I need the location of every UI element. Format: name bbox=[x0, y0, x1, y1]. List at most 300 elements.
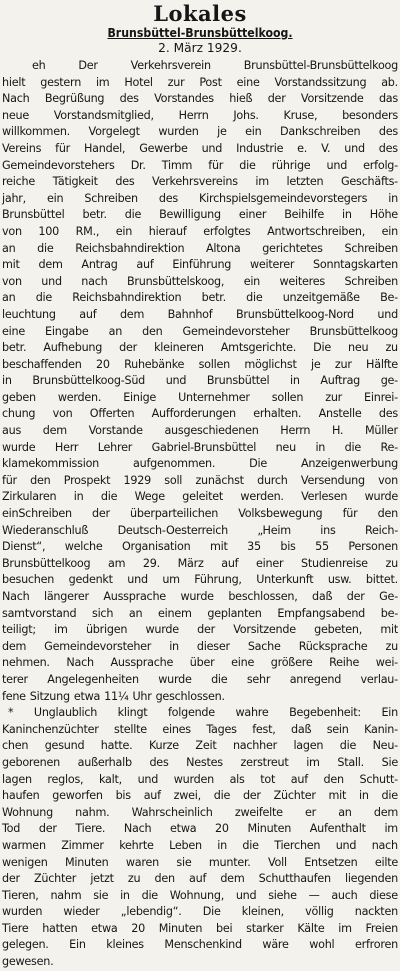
word: auf bbox=[143, 789, 161, 803]
article-line bbox=[2, 705, 398, 722]
word: Deutsch-Oesterreich bbox=[117, 523, 228, 537]
word: und bbox=[377, 307, 398, 321]
word: nahm bbox=[50, 888, 82, 902]
word: 100 bbox=[38, 224, 60, 238]
word: weiteres bbox=[279, 274, 325, 288]
word: Studienreise bbox=[300, 556, 368, 570]
word: wurde bbox=[145, 623, 179, 637]
word: zweifelte bbox=[234, 805, 283, 819]
word: Zimmer bbox=[61, 838, 104, 852]
word: Tierchen bbox=[274, 838, 321, 852]
word: 55 bbox=[315, 540, 329, 554]
word: einer bbox=[256, 556, 284, 570]
word: erfroren bbox=[354, 938, 398, 952]
word: in bbox=[120, 888, 130, 902]
word: das bbox=[378, 92, 398, 106]
word: daß bbox=[290, 722, 312, 736]
word: dem bbox=[38, 258, 63, 272]
word: Versendung bbox=[300, 473, 365, 487]
word: verlau- bbox=[360, 672, 398, 686]
word: völlig bbox=[305, 905, 334, 919]
word: soll bbox=[164, 473, 183, 487]
word: die bbox=[239, 158, 256, 172]
word: eines bbox=[162, 722, 191, 736]
article-line bbox=[2, 772, 398, 789]
word: Angelegenheiten bbox=[47, 672, 139, 686]
word: Handel, bbox=[83, 141, 126, 155]
word: Schreiben bbox=[84, 191, 138, 205]
article-body bbox=[2, 58, 398, 971]
article-line bbox=[2, 904, 398, 921]
article-line bbox=[2, 954, 398, 971]
word: und bbox=[41, 274, 62, 288]
word: e. bbox=[297, 141, 308, 155]
word: für bbox=[55, 141, 71, 155]
word: wenigen bbox=[2, 855, 48, 869]
word: Wiederanschluß bbox=[2, 523, 89, 537]
word: Nach bbox=[2, 92, 30, 106]
word: Begrüßung bbox=[44, 92, 105, 106]
word: chung bbox=[2, 407, 36, 421]
word: und bbox=[165, 374, 187, 388]
article-line bbox=[2, 141, 398, 158]
article-line bbox=[2, 556, 398, 573]
word: Die bbox=[249, 457, 268, 471]
word: diese bbox=[369, 888, 398, 902]
word: beschaffenden bbox=[2, 357, 82, 371]
word: besuchen bbox=[2, 573, 55, 587]
word: Unternehmer bbox=[178, 390, 250, 404]
word: geleitet bbox=[182, 490, 224, 504]
word: gesund bbox=[44, 739, 85, 753]
word: Zeit bbox=[195, 739, 217, 753]
word: Uhr bbox=[132, 689, 152, 703]
word: usw. bbox=[327, 573, 352, 587]
article-line bbox=[2, 456, 398, 473]
word: je bbox=[310, 357, 321, 371]
word: im bbox=[54, 623, 68, 637]
word: Kanin- bbox=[364, 722, 398, 736]
word: einer bbox=[238, 208, 267, 222]
word: Amtsgerichte. bbox=[220, 341, 297, 355]
article-line bbox=[2, 290, 398, 307]
article-line bbox=[2, 207, 398, 224]
word: zu bbox=[127, 872, 141, 886]
word: Müller bbox=[364, 424, 398, 438]
word: der bbox=[346, 590, 365, 603]
word: von bbox=[2, 274, 22, 288]
word: Bahnhof bbox=[167, 307, 213, 321]
word: waren bbox=[125, 855, 159, 869]
word: klamekommission bbox=[2, 457, 100, 471]
word: gebeten, bbox=[314, 623, 363, 637]
word: des bbox=[119, 92, 139, 106]
word: erfolgtes bbox=[203, 224, 251, 238]
word: munter. bbox=[208, 855, 251, 869]
word: zur bbox=[167, 75, 185, 89]
word: in bbox=[73, 490, 84, 504]
word: be- bbox=[380, 606, 398, 620]
article-line bbox=[2, 722, 398, 739]
word: in bbox=[290, 374, 300, 388]
word: Freien bbox=[365, 921, 398, 935]
word: Schreiben bbox=[344, 241, 398, 255]
article-line bbox=[2, 921, 398, 938]
word: sie bbox=[93, 888, 109, 902]
word: geborenen bbox=[2, 755, 60, 769]
word: für bbox=[342, 507, 358, 521]
word: überparteilichen bbox=[130, 507, 219, 521]
word: — bbox=[308, 888, 320, 902]
word: samtvorstand bbox=[2, 606, 77, 620]
word: dem bbox=[119, 307, 145, 321]
word: dem bbox=[220, 872, 245, 886]
word: zunächst bbox=[195, 473, 244, 487]
word: auf bbox=[221, 556, 239, 570]
word: im bbox=[306, 755, 320, 769]
word: Anstelle bbox=[318, 407, 362, 421]
word: des bbox=[378, 407, 398, 421]
word: Schreiben bbox=[344, 274, 398, 288]
word: chen bbox=[2, 739, 29, 753]
word: Hälfte bbox=[366, 357, 398, 371]
word: Minuten bbox=[247, 822, 292, 836]
word: ein bbox=[47, 191, 64, 205]
word: an bbox=[338, 805, 352, 819]
word: Hotel bbox=[124, 75, 153, 89]
article-line bbox=[2, 855, 398, 872]
word: eine bbox=[236, 75, 260, 89]
word: fene bbox=[2, 689, 26, 703]
word: daß bbox=[312, 590, 333, 603]
word: eine bbox=[231, 656, 255, 670]
word: Tod bbox=[2, 822, 21, 836]
word: bis bbox=[280, 540, 296, 554]
article-line bbox=[2, 108, 398, 125]
word: geworfen bbox=[52, 789, 103, 803]
word: für bbox=[208, 158, 224, 172]
word: möglichst bbox=[244, 357, 297, 371]
word: an bbox=[128, 606, 143, 620]
word: Vorstandssitzung bbox=[274, 75, 367, 89]
word: terer bbox=[2, 672, 28, 686]
word: Herrn bbox=[178, 108, 209, 122]
word: Organisation bbox=[122, 540, 191, 554]
word: mit bbox=[328, 789, 347, 803]
word: größere bbox=[270, 656, 313, 670]
word: und bbox=[127, 573, 148, 587]
word: Kaninchenzüchter bbox=[2, 722, 99, 736]
word: Kruse, bbox=[283, 108, 318, 122]
word: bei bbox=[216, 921, 233, 935]
word: Beihilfe bbox=[284, 208, 324, 222]
word: Dienst“, bbox=[2, 540, 46, 554]
article-line bbox=[2, 58, 398, 75]
word: nach bbox=[371, 838, 398, 852]
word: Brunsbüttel bbox=[206, 374, 270, 388]
word: des bbox=[115, 175, 135, 189]
word: die bbox=[339, 739, 357, 753]
word: mit bbox=[380, 623, 398, 637]
article-line bbox=[2, 423, 398, 440]
word: den bbox=[323, 772, 344, 786]
article-line bbox=[2, 373, 398, 390]
word: neu bbox=[348, 341, 369, 355]
word: anregend bbox=[289, 672, 342, 686]
word: Industrie bbox=[236, 141, 284, 155]
word: wurde bbox=[180, 590, 214, 603]
word: der bbox=[38, 822, 57, 836]
word: dem bbox=[42, 424, 67, 438]
word: längerer bbox=[43, 590, 89, 603]
word: V. bbox=[321, 141, 331, 155]
article-line bbox=[2, 639, 398, 656]
word: die bbox=[246, 291, 263, 305]
word: die bbox=[141, 888, 158, 902]
word: Die bbox=[202, 905, 221, 919]
word: Auftrag bbox=[320, 374, 361, 388]
article-line bbox=[2, 357, 398, 374]
word: Aufenthalt bbox=[309, 822, 366, 836]
article-line bbox=[2, 506, 398, 523]
word: Sitzung bbox=[29, 689, 70, 703]
word: wurde bbox=[2, 440, 36, 454]
word: wurde bbox=[364, 490, 398, 504]
word: etwa bbox=[73, 689, 101, 703]
word: dem bbox=[373, 805, 398, 819]
article-line bbox=[2, 191, 398, 208]
word: Brunsbüttel bbox=[2, 208, 65, 222]
word: Dr. bbox=[130, 158, 146, 172]
word: jetzt bbox=[90, 872, 114, 886]
word: März bbox=[177, 556, 204, 570]
word: Volksbewegung bbox=[238, 507, 323, 521]
word: folgende bbox=[167, 706, 215, 720]
word: Aufhebung bbox=[43, 341, 103, 355]
word: sich bbox=[92, 606, 114, 620]
word: Verlesen bbox=[301, 490, 348, 504]
word: sehr bbox=[246, 672, 271, 686]
word: die bbox=[124, 208, 142, 222]
word: kleinen, bbox=[241, 905, 284, 919]
word: der bbox=[242, 789, 261, 803]
word: sie bbox=[176, 855, 192, 869]
word: nehmen. bbox=[2, 656, 50, 670]
word: Brunsbüttelkoog-Süd bbox=[32, 374, 146, 388]
word: über bbox=[189, 656, 215, 670]
word: Züchter bbox=[273, 789, 316, 803]
word: die bbox=[344, 440, 361, 454]
word: aus bbox=[2, 424, 22, 438]
word: Begebenheit: bbox=[289, 706, 361, 720]
word: siehe bbox=[268, 888, 297, 902]
word: den bbox=[377, 507, 398, 521]
word: fest, bbox=[252, 722, 276, 736]
word: auf bbox=[290, 772, 308, 786]
word: ein bbox=[243, 274, 261, 288]
article-line bbox=[2, 805, 398, 822]
word: 11¼ bbox=[104, 689, 129, 703]
word: Ge- bbox=[379, 590, 398, 603]
word: Gemeindevorstehers bbox=[2, 158, 115, 172]
article-line bbox=[2, 871, 398, 888]
word: hieß bbox=[229, 92, 253, 106]
word: 20 bbox=[95, 357, 110, 371]
word: Be- bbox=[380, 291, 398, 305]
word: warmen bbox=[2, 838, 46, 852]
word: gerichtetes bbox=[262, 241, 323, 255]
word: stellte bbox=[114, 722, 147, 736]
word: lagen bbox=[2, 772, 32, 786]
word: gedenkt bbox=[68, 573, 113, 587]
word: einSchreiben bbox=[2, 507, 72, 521]
article-line bbox=[2, 738, 398, 755]
word: dem bbox=[2, 639, 27, 653]
word: Dankschreiben bbox=[280, 125, 361, 139]
word: Unglaublich bbox=[33, 706, 98, 720]
word: werden. bbox=[57, 390, 102, 404]
word: mit bbox=[2, 258, 20, 272]
word: nach bbox=[81, 274, 108, 288]
word: Schutt- bbox=[359, 772, 398, 786]
word: Vereins bbox=[2, 141, 42, 155]
word: Brunsbüttel-Brunsbüttelkoog bbox=[243, 59, 398, 72]
word: Aussprache bbox=[110, 656, 174, 670]
word: übrigen bbox=[85, 623, 128, 637]
article-line bbox=[2, 257, 398, 274]
word: zwei, bbox=[173, 789, 201, 803]
word: und bbox=[235, 888, 257, 902]
word: aufgenommen. bbox=[133, 457, 216, 471]
word: Einige bbox=[123, 390, 157, 404]
word: bis bbox=[115, 789, 131, 803]
article-line bbox=[2, 91, 398, 108]
article-line bbox=[2, 689, 398, 706]
word: in bbox=[315, 440, 326, 454]
word: der bbox=[92, 507, 110, 521]
word: werden. bbox=[240, 490, 284, 504]
word: kalt, bbox=[98, 772, 122, 786]
word: Reich- bbox=[364, 523, 398, 537]
word: Züchter bbox=[34, 872, 77, 886]
word: Sache bbox=[247, 639, 281, 653]
word: geben bbox=[2, 390, 36, 404]
word: Johs. bbox=[233, 108, 259, 122]
article-line bbox=[2, 324, 398, 341]
word: hatten bbox=[42, 921, 78, 935]
word: auf bbox=[136, 258, 154, 272]
section-subtitle: Brunsbüttel-Brunsbüttelkoog. bbox=[107, 26, 293, 40]
word: und bbox=[201, 141, 223, 155]
word: des bbox=[158, 191, 178, 205]
article-line bbox=[2, 241, 398, 258]
article-line bbox=[2, 788, 398, 805]
word: Brunsbüttelkoog bbox=[309, 324, 398, 338]
word: Brunsbüttelkoog bbox=[2, 556, 91, 570]
article-line bbox=[2, 224, 398, 241]
word: im bbox=[255, 175, 269, 189]
article-line bbox=[2, 755, 398, 772]
word: außerhalb bbox=[77, 755, 132, 769]
word: und bbox=[326, 158, 348, 172]
article-line bbox=[2, 390, 398, 407]
word: Minuten bbox=[64, 855, 109, 869]
word: starker bbox=[246, 921, 284, 935]
word: zur bbox=[334, 357, 352, 371]
word: Vorgelegt bbox=[88, 125, 140, 139]
word: zerstreut bbox=[240, 755, 289, 769]
word: Einführung bbox=[172, 258, 232, 272]
word: unzeitgemäße bbox=[282, 291, 360, 305]
word: sollen bbox=[271, 390, 304, 404]
word: Anzeigenwerbung bbox=[301, 457, 398, 471]
word: sollen bbox=[198, 357, 230, 371]
article-line bbox=[2, 672, 398, 689]
word: in bbox=[342, 208, 352, 222]
word: im bbox=[384, 822, 398, 836]
word: Ruhebänke bbox=[124, 357, 185, 371]
word: wäre bbox=[262, 938, 289, 952]
word: Schutthaufen bbox=[258, 872, 331, 886]
word: Voll bbox=[267, 855, 287, 869]
word: bittet. bbox=[365, 573, 398, 587]
word: Timm bbox=[161, 158, 193, 172]
word: die bbox=[211, 672, 228, 686]
word: 29. bbox=[142, 556, 160, 570]
word: 20 bbox=[215, 822, 229, 836]
word: kehrte bbox=[119, 838, 154, 852]
word: jahr, bbox=[2, 191, 26, 205]
word: betr. bbox=[82, 208, 107, 222]
word: H. bbox=[331, 424, 344, 438]
article-line bbox=[2, 340, 398, 357]
word: Stall. bbox=[337, 755, 364, 769]
article-line bbox=[2, 838, 398, 855]
word: Neu- bbox=[372, 739, 398, 753]
article-line bbox=[2, 539, 398, 556]
word: Kurze bbox=[148, 739, 179, 753]
word: der bbox=[2, 872, 20, 886]
word: Verkehrsverein bbox=[130, 59, 211, 72]
article-line bbox=[2, 440, 398, 457]
word: Höhe bbox=[369, 208, 398, 222]
word: leuchtung bbox=[2, 307, 56, 321]
word: besonders bbox=[342, 108, 398, 122]
word: Wohnung bbox=[2, 805, 53, 819]
word: hierauf bbox=[148, 224, 187, 238]
article-line bbox=[2, 274, 398, 291]
article-line bbox=[2, 473, 398, 490]
word: an bbox=[2, 291, 16, 305]
word: gewesen. bbox=[2, 955, 54, 969]
word: nachher bbox=[232, 739, 277, 753]
word: Prospekt bbox=[63, 473, 111, 487]
word: Ein bbox=[69, 938, 86, 952]
word: auf bbox=[79, 307, 97, 321]
word: Gabriel-Brunsbüttel bbox=[151, 440, 257, 454]
word: neue bbox=[2, 108, 29, 122]
word: Tätigkeit bbox=[52, 175, 98, 189]
word: willkommen. bbox=[2, 125, 70, 139]
word: Reihe bbox=[329, 656, 360, 670]
dateline: 2. März 1929. bbox=[158, 41, 242, 55]
word: rührige bbox=[271, 158, 311, 172]
word: Die bbox=[313, 341, 331, 355]
word: geschlossen. bbox=[155, 689, 225, 703]
word: Rücksprache bbox=[298, 639, 368, 653]
word: den bbox=[142, 324, 163, 338]
word: 20 bbox=[131, 921, 145, 935]
